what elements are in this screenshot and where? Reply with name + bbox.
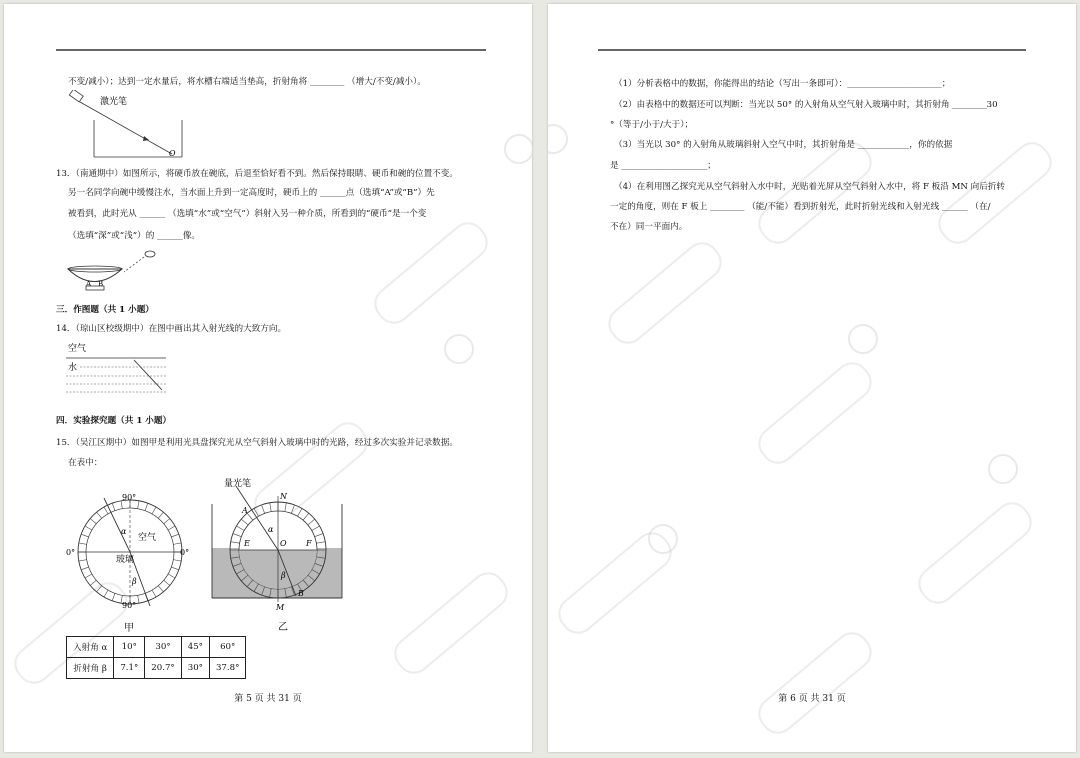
dial-tick: [138, 501, 139, 509]
jia-left: 0°: [66, 548, 76, 557]
page-5: [4, 4, 532, 752]
water-label: 水: [68, 363, 78, 373]
yi-beta: β: [281, 571, 286, 580]
page-6: [548, 4, 1076, 752]
figure-jia: [64, 486, 194, 636]
bowl-figure: [64, 244, 164, 296]
dial-tick: [85, 526, 92, 530]
q15-line1: 15．（吴江区期中）如图甲是利用光具盘探究光从空气斜射入玻璃中时的光路，经过多次实验并记录数据。: [56, 438, 458, 448]
watermark-logo: [548, 124, 568, 154]
q13-line2: 另一名同学向碗中缓慢注水，当水面上升到一定高度时，硬币上的 ______点（选填“A”或“B”）先: [68, 188, 435, 198]
table-cell: 30°: [145, 637, 181, 658]
jia-glass: 玻璃: [116, 555, 135, 565]
dial-tick: [152, 507, 156, 514]
dial-tick: [138, 595, 139, 603]
watermark: [751, 625, 878, 740]
q13-line1: 13．（南通期中）如图所示，将硬币放在碗底，后退至恰好看不到。然后保持眼睛、硬币和碗的位置不变。: [56, 169, 458, 179]
dial-tick: [173, 560, 181, 561]
dial-tick: [158, 586, 163, 592]
figure-yi: [208, 474, 348, 634]
dial-tick: [173, 543, 181, 544]
dial-tick: [303, 513, 309, 520]
point-o: O: [169, 149, 176, 158]
table-cell: 37.8°: [209, 658, 245, 679]
watermark-logo: [504, 134, 532, 164]
air-label: 空气: [68, 344, 87, 354]
watermark: [911, 495, 1038, 610]
jia-beta: β: [132, 577, 137, 586]
yi-e: E: [244, 539, 250, 548]
table-cell: 10°: [114, 637, 145, 658]
watermark: [931, 135, 1058, 250]
dial-tick: [171, 534, 179, 537]
dial-tick: [164, 580, 170, 585]
q15-sub4: （4）在利用图乙探究光从空气斜射入水中时，光贴着光屏从空气斜射入水中，将 F 板沿 MN 向后折转: [614, 182, 1006, 192]
dial-tick: [171, 567, 179, 570]
q13-line4: （选填“深”或“浅”）的 ______像。: [68, 231, 201, 241]
laser-label: 激光笔: [100, 97, 128, 107]
bowl-ab-label: A B: [86, 280, 104, 288]
page-footer: 第 5 页 共 31 页: [234, 694, 302, 704]
jia-caption: 甲: [124, 623, 134, 634]
dial-tick: [145, 503, 148, 511]
jia-top: 90°: [122, 493, 137, 502]
dial-tick: [81, 567, 89, 570]
yi-n: N: [280, 492, 287, 501]
dial-tick: [168, 574, 175, 578]
laser-tank-figure: [64, 90, 194, 160]
jia-air: 空气: [138, 533, 157, 543]
yi-b: B: [298, 589, 304, 598]
data-table: [66, 636, 246, 679]
dial-tick: [158, 512, 163, 518]
watermark: [751, 355, 878, 470]
table-cell: 30°: [181, 658, 209, 679]
dial-tick: [316, 542, 325, 544]
dial-tick: [79, 543, 87, 544]
table-cell: 60°: [209, 637, 245, 658]
table-row: [67, 658, 246, 679]
dial-tick: [312, 526, 320, 531]
dial-tick: [291, 505, 294, 513]
section-4-heading: 四．实验探究题（共 1 小题）: [56, 416, 172, 426]
yi-f: F: [306, 539, 312, 548]
q15-sub4-end: 不在）同一平面内。: [610, 222, 688, 232]
dial-tick: [168, 526, 175, 530]
q15-sub2-cont: °（等于/小于/大于）；: [610, 120, 694, 130]
q15-sub1: （1）分析表格中的数据，你能得出的结论（写出一条即可）：______________________；: [614, 79, 951, 89]
dial-tick: [241, 519, 248, 525]
dial-tick: [79, 560, 87, 561]
section-3-heading: 三．作图题（共 1 小题）: [56, 305, 154, 315]
jia-alpha: α: [121, 527, 127, 536]
dial-tick: [262, 505, 265, 513]
dial-tick: [236, 526, 244, 531]
dial-tick: [97, 586, 102, 592]
table-row: [67, 637, 246, 658]
watermark: [601, 235, 728, 350]
dial-tick: [112, 593, 115, 601]
yi-a: A: [242, 506, 248, 515]
watermark-logo: [848, 324, 878, 354]
table-cell: 7.1°: [114, 658, 145, 679]
dial-tick: [164, 519, 170, 524]
dial-tick: [270, 503, 272, 512]
text-line: 不变/减小）；达到一定水量后，将水槽右端适当垫高，折射角将 ________ （增大/不变/减小）。: [68, 77, 426, 87]
table-cell: 20.7°: [145, 658, 181, 679]
watermark: [367, 215, 494, 330]
watermark: [751, 135, 878, 250]
yi-caption: 乙: [278, 622, 288, 633]
watermark-logo: [988, 454, 1018, 484]
dial-tick: [298, 508, 303, 516]
yi-o: O: [280, 539, 287, 548]
dial-tick: [308, 519, 315, 525]
q14-text: 14．（琼山区校级期中）在图中画出其入射光线的大致方向。: [56, 324, 287, 334]
dial-tick: [152, 590, 156, 597]
page-footer: 第 6 页 共 31 页: [778, 694, 846, 704]
dial-tick: [90, 580, 96, 585]
jia-right: 0°: [180, 548, 190, 557]
jia-bottom: 90°: [122, 601, 137, 610]
q15-sub4-cont: 一定的角度，则在 F 板上 ________ （能/不能）看到折射光，此时折射光线和入射光线 ______ （在/: [610, 202, 991, 212]
watermark-logo: [444, 334, 474, 364]
q15-sub3-cont: 是 ____________________；: [610, 161, 716, 171]
dial-tick: [81, 534, 89, 537]
table-cell: 45°: [181, 637, 209, 658]
table-cell: 折射角 β: [67, 658, 114, 679]
dial-tick: [315, 534, 323, 537]
watermark-logo: [648, 524, 678, 554]
dial-tick: [90, 519, 96, 524]
yi-m: M: [276, 603, 285, 612]
dial-tick: [85, 574, 92, 578]
q13-line3: 被看到，此时光从 ______ （选填“水”或“空气”）斜射入另一种介质，所看到的“硬币”是一个变: [68, 209, 427, 219]
q15-sub3: （3）当光以 30° 的入射角从玻璃斜射入空气中时，其折射角是 ____________，你的依据: [614, 140, 953, 150]
dial-tick: [97, 512, 102, 518]
header-rule: [598, 49, 1026, 51]
q15-line2: 在表中：: [68, 458, 103, 468]
dial-tick: [247, 513, 253, 520]
dial-tick: [104, 590, 108, 597]
table-cell: 入射角 α: [67, 637, 114, 658]
yi-alpha: α: [268, 525, 274, 534]
q15-sub2: （2）由表格中的数据还可以判断：当光以 50° 的入射角从空气射入玻璃中时，其折射角 ________30: [614, 100, 998, 110]
refraction-figure: [64, 340, 174, 396]
dial-tick: [112, 503, 115, 511]
dial-tick: [285, 503, 287, 512]
dial-tick: [104, 507, 108, 514]
header-rule: [56, 49, 486, 51]
yi-pen: 量光笔: [224, 479, 252, 489]
watermark: [387, 565, 514, 680]
dial-tick: [231, 542, 240, 544]
dial-tick: [233, 534, 241, 537]
